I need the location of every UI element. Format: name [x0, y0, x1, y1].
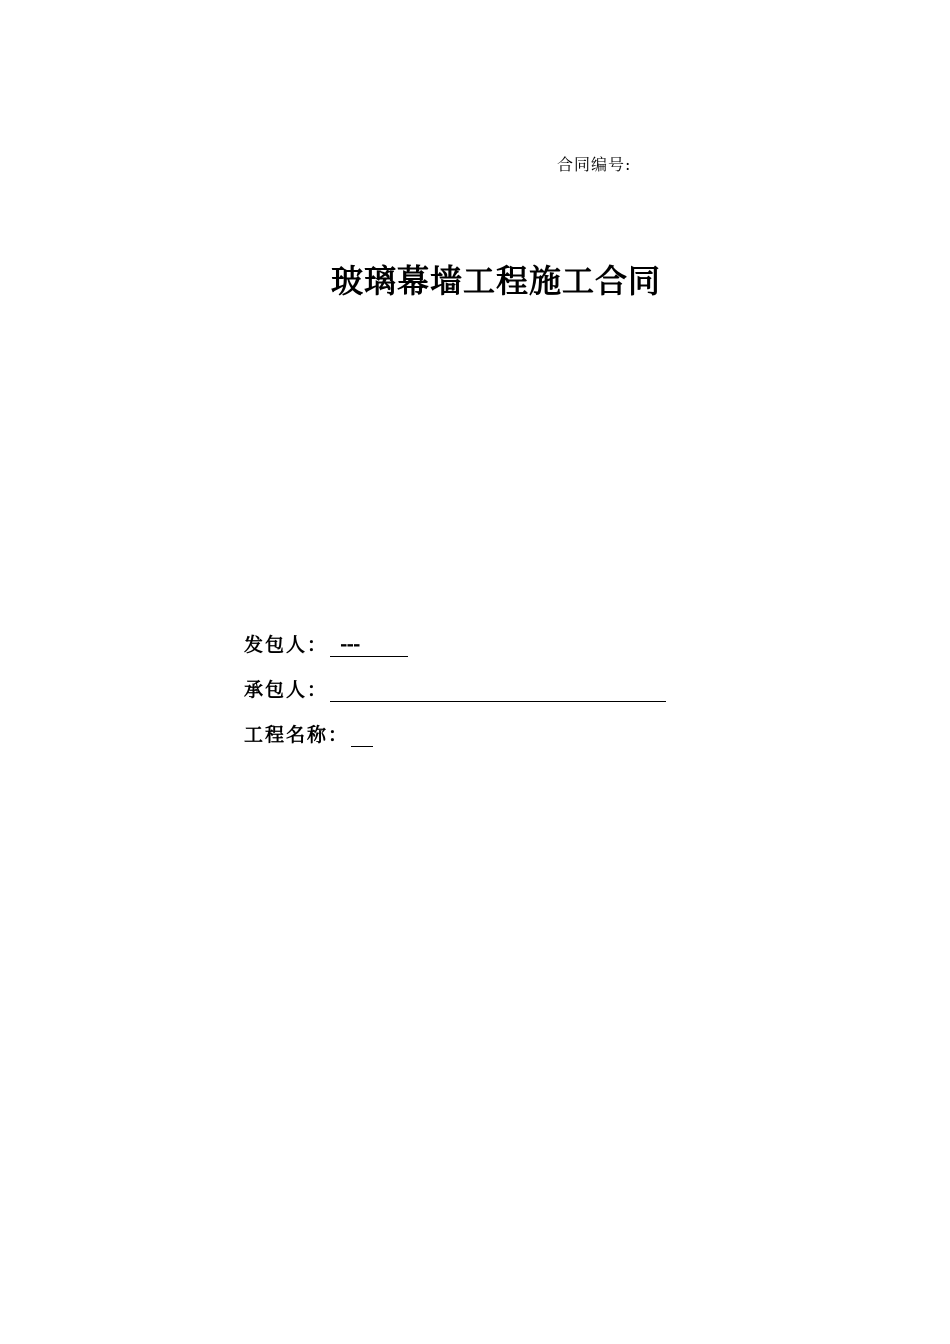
contractor-label: 承包人：	[244, 679, 329, 701]
contractor-field	[244, 675, 666, 702]
employer-value-line[interactable]	[330, 634, 408, 657]
contract-number-label: 合同编号:	[557, 155, 632, 174]
project-name-field	[244, 720, 373, 747]
employer-field	[244, 630, 408, 657]
employer-label: 发包人：	[244, 634, 329, 656]
document-title: 玻璃幕墙工程施工合同	[331, 262, 662, 300]
project-name-value-line[interactable]	[351, 724, 373, 747]
employer-value: ---	[340, 634, 360, 655]
project-name-label: 工程名称：	[244, 724, 350, 746]
contractor-value-line[interactable]	[330, 679, 666, 702]
